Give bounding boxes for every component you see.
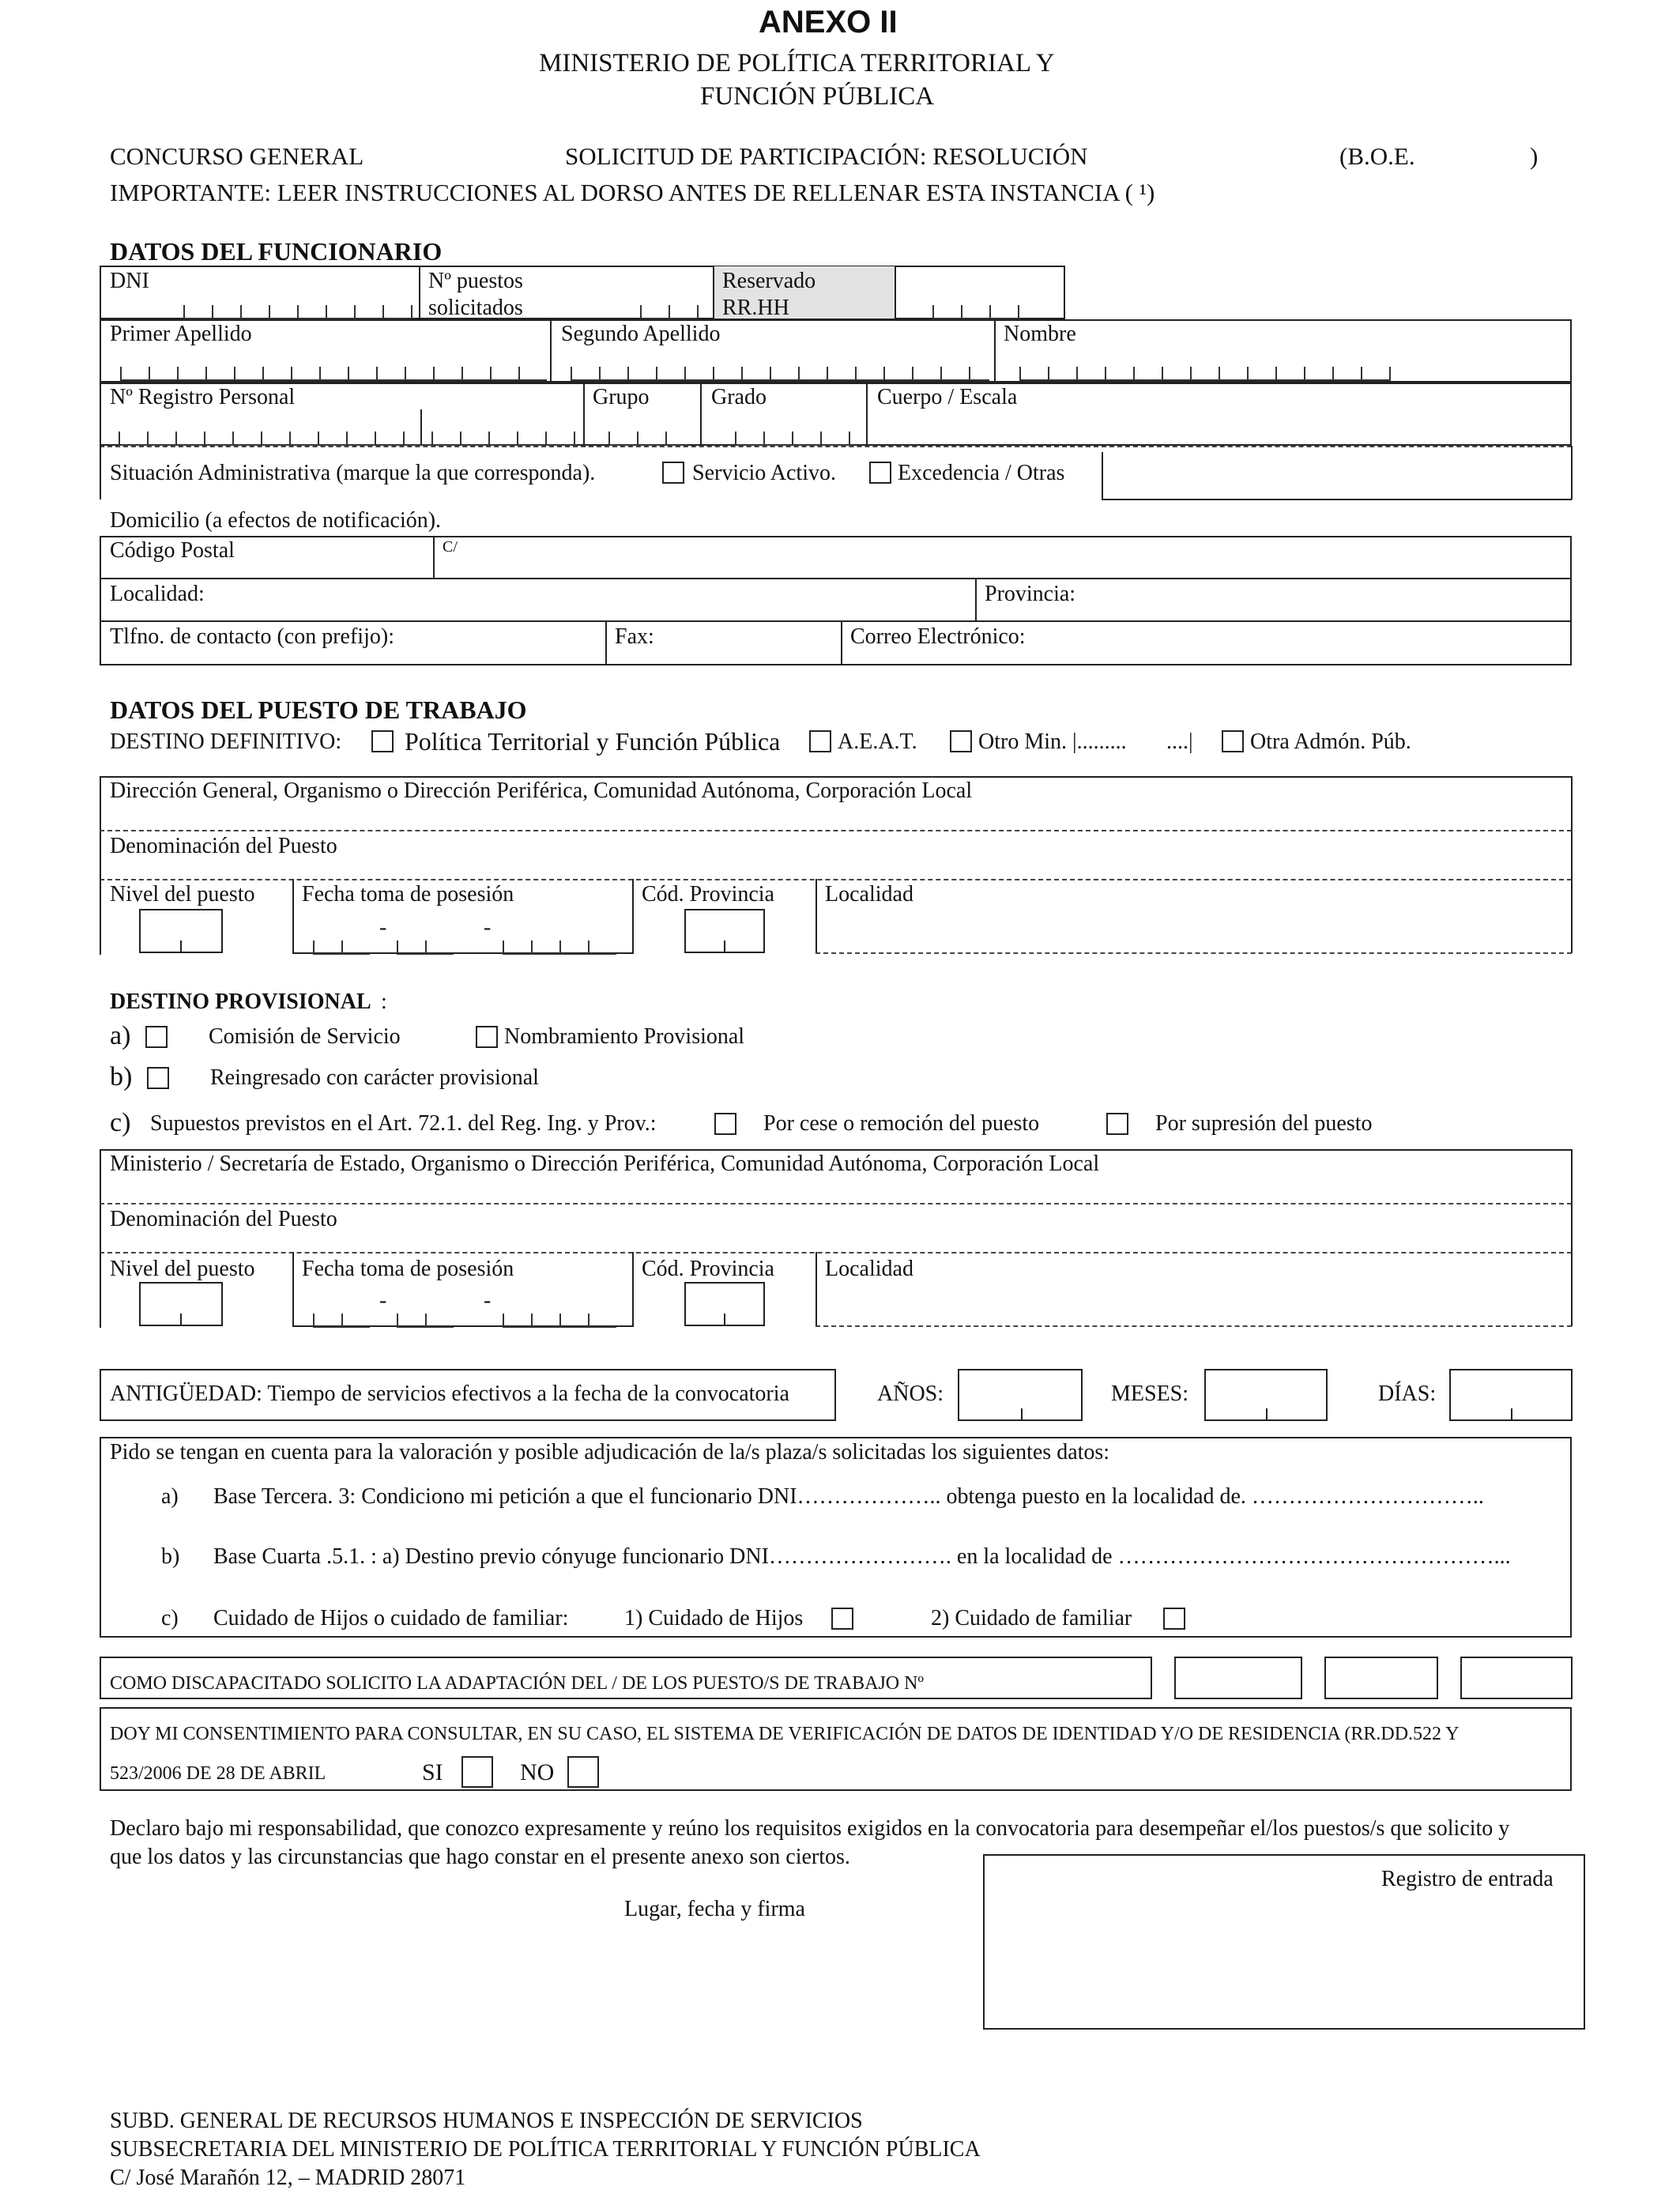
fecha-mes-field[interactable] xyxy=(397,941,454,955)
fecha-ano-field[interactable] xyxy=(503,941,616,955)
antiguedad-label: ANTIGÜEDAD: Tiempo de servicios efectivos a la fecha de la convocatoria xyxy=(110,1382,789,1406)
primer-apellido-label: Primer Apellido xyxy=(110,322,252,346)
grado-field[interactable] xyxy=(735,432,853,446)
fecha-dash-2: - xyxy=(484,915,492,940)
nombre-label: Nombre xyxy=(1004,322,1076,346)
nombramiento-label: Nombramiento Provisional xyxy=(504,1024,745,1049)
provisional-colon: : xyxy=(381,990,387,1014)
consentimiento-line-2: 523/2006 DE 28 DE ABRIL xyxy=(110,1763,326,1784)
segundo-apellido-label: Segundo Apellido xyxy=(561,322,721,346)
otra-admon-label: Otra Admón. Púb. xyxy=(1250,729,1411,754)
calle-label: C/ xyxy=(443,538,458,556)
puesto-field-3[interactable] xyxy=(1460,1657,1573,1699)
otro-min-label: Otro Min. |......... xyxy=(978,729,1127,754)
n-puestos-label: Nº puestos xyxy=(428,269,523,293)
valoracion-c-letter: c) xyxy=(161,1606,179,1630)
grado-label: Grado xyxy=(711,385,767,409)
cuidado-familiar-checkbox[interactable] xyxy=(1163,1608,1185,1630)
nombramiento-checkbox[interactable] xyxy=(476,1026,498,1048)
nivel-prov-label: Nivel del puesto xyxy=(110,1257,255,1281)
otra-admon-checkbox[interactable] xyxy=(1222,730,1244,752)
lugar-fecha-firma: Lugar, fecha y firma xyxy=(624,1897,805,1921)
localidad-label: Localidad: xyxy=(110,582,205,606)
anos-label: AÑOS: xyxy=(877,1382,944,1406)
cuidado-hijos-label: 1) Cuidado de Hijos xyxy=(624,1606,804,1630)
puesto-field-2[interactable] xyxy=(1324,1657,1438,1699)
boe-close: ) xyxy=(1530,142,1539,170)
dni-field[interactable] xyxy=(183,305,412,319)
n-puestos-field[interactable] xyxy=(640,305,699,319)
importante-notice: IMPORTANTE: LEER INSTRUCCIONES AL DORSO ANTES DE RELLENAR ESTA INSTANCIA ( ¹) xyxy=(110,179,1155,206)
solicitud-label: SOLICITUD DE PARTICIPACIÓN: RESOLUCIÓN xyxy=(565,142,1088,170)
discapacitado-label: COMO DISCAPACITADO SOLICITO LA ADAPTACIÓN DEL / DE LOS PUESTO/S DE TRABAJO Nº xyxy=(110,1673,924,1694)
registro-entrada-label: Registro de entrada xyxy=(1381,1867,1554,1891)
primer-apellido-field[interactable] xyxy=(120,367,547,381)
codigo-postal-label: Código Postal xyxy=(110,538,235,563)
grupo-field[interactable] xyxy=(608,432,687,446)
si-label: SI xyxy=(422,1759,443,1785)
n-puestos-label-2: solicitados xyxy=(428,296,523,320)
telefono-label: Tlfno. de contacto (con prefijo): xyxy=(110,624,394,649)
cod-provincia-prov-label: Cód. Provincia xyxy=(642,1257,774,1281)
comision-checkbox[interactable] xyxy=(145,1026,168,1048)
anos-field[interactable] xyxy=(958,1369,1083,1421)
comision-label: Comisión de Servicio xyxy=(209,1024,401,1049)
fecha-ano-prov-field[interactable] xyxy=(503,1314,616,1328)
provincia-label: Provincia: xyxy=(985,582,1076,606)
footer-line-1: SUBD. GENERAL DE RECURSOS HUMANOS E INSPECCIÓN DE SERVICIOS xyxy=(110,2109,863,2133)
ministry-line-2: FUNCIÓN PÚBLICA xyxy=(700,82,935,111)
registro-personal-label: Nº Registro Personal xyxy=(110,385,296,409)
fecha-dash-1: - xyxy=(379,915,387,940)
section-title-provisional: DESTINO PROVISIONAL xyxy=(110,990,371,1014)
fecha-prov-dash-2: - xyxy=(484,1288,492,1313)
option-b: b) xyxy=(110,1062,133,1091)
footer-line-2: SUBSECRETARIA DEL MINISTERIO DE POLÍTICA TERRITORIAL Y FUNCIÓN PÚBLICA xyxy=(110,2137,981,2162)
si-checkbox[interactable] xyxy=(461,1756,493,1788)
aeat-label: A.E.A.T. xyxy=(838,729,917,754)
direccion-general-label: Dirección General, Organismo o Dirección Periférica, Comunidad Autónoma, Corporación Local xyxy=(110,778,973,803)
politica-label: Política Territorial y Función Pública xyxy=(405,727,781,756)
no-checkbox[interactable] xyxy=(567,1756,599,1788)
valoracion-b-letter: b) xyxy=(161,1544,180,1569)
ministry-line-1: MINISTERIO DE POLÍTICA TERRITORIAL Y xyxy=(539,49,1055,77)
excedencia-label: Excedencia / Otras xyxy=(898,461,1065,485)
fecha-toma-prov-label: Fecha toma de posesión xyxy=(302,1257,514,1281)
excedencia-checkbox[interactable] xyxy=(869,462,891,484)
destino-definitivo-label: DESTINO DEFINITIVO: xyxy=(110,729,342,754)
dias-label: DÍAS: xyxy=(1378,1382,1437,1406)
boe-open: (B.O.E. xyxy=(1339,142,1415,170)
no-label: NO xyxy=(520,1759,555,1785)
ministerio-label: Ministerio / Secretaría de Estado, Organismo o Dirección Periférica, Comunidad Autónoma, Corporación Local xyxy=(110,1152,1100,1176)
valoracion-a-text: Base Tercera. 3: Condiciono mi petición a que el funcionario DNI……………….. obtenga puesto en la localidad de. ………………………….. xyxy=(213,1484,1484,1509)
por-supresion-label: Por supresión del puesto xyxy=(1155,1111,1373,1136)
fecha-dia-field[interactable] xyxy=(313,941,370,955)
situacion-label: Situación Administrativa (marque la que corresponda). xyxy=(110,461,596,485)
denominacion-label: Denominación del Puesto xyxy=(110,834,337,858)
servicio-activo-checkbox[interactable] xyxy=(662,462,684,484)
section-title-puesto: DATOS DEL PUESTO DE TRABAJO xyxy=(110,696,527,724)
valoracion-intro: Pido se tengan en cuenta para la valoración y posible adjudicación de la/s plaza/s solicitadas los siguientes datos: xyxy=(110,1440,1110,1465)
declaracion-line-1: Declaro bajo mi responsabilidad, que conozco expresamente y reúno los requisitos exigidos en la convocatoria para desempeñar el/los puestos/s que solicito y xyxy=(110,1816,1510,1841)
option-c: c) xyxy=(110,1108,131,1137)
reingresado-checkbox[interactable] xyxy=(147,1067,169,1089)
servicio-activo-label: Servicio Activo. xyxy=(692,461,836,485)
reservado-label-2: RR.HH xyxy=(722,296,789,320)
section-title-funcionario: DATOS DEL FUNCIONARIO xyxy=(110,237,443,266)
por-cese-label: Por cese o remoción del puesto xyxy=(763,1111,1040,1136)
localidad-prov-label: Localidad xyxy=(825,1257,913,1281)
cod-provincia-label: Cód. Provincia xyxy=(642,882,774,907)
fecha-dia-prov-field[interactable] xyxy=(313,1314,370,1328)
fecha-toma-label: Fecha toma de posesión xyxy=(302,882,514,907)
fax-label: Fax: xyxy=(615,624,654,649)
fecha-mes-prov-field[interactable] xyxy=(397,1314,454,1328)
otro-min-checkbox[interactable] xyxy=(950,730,972,752)
cuidado-hijos-checkbox[interactable] xyxy=(831,1608,853,1630)
option-a: a) xyxy=(110,1021,131,1050)
cuidado-familiar-label: 2) Cuidado de familiar xyxy=(931,1606,1132,1630)
por-supresion-checkbox[interactable] xyxy=(1106,1113,1128,1135)
cuerpo-label: Cuerpo / Escala xyxy=(877,385,1018,409)
reservado-label: Reservado xyxy=(722,269,816,293)
valoracion-a-letter: a) xyxy=(161,1484,179,1509)
otro-min-end: ....| xyxy=(1166,729,1193,754)
aeat-checkbox[interactable] xyxy=(809,730,831,752)
registro-personal-field[interactable] xyxy=(119,432,577,446)
por-cese-checkbox[interactable] xyxy=(714,1113,736,1135)
grupo-label: Grupo xyxy=(593,385,650,409)
dni-label: DNI xyxy=(110,269,149,293)
footer-line-3: C/ José Marañón 12, – MADRID 28071 xyxy=(110,2166,466,2190)
nombre-field[interactable] xyxy=(1019,367,1391,381)
segundo-apellido-field[interactable] xyxy=(571,367,989,381)
reservado-field[interactable] xyxy=(932,305,1021,319)
domicilio-label: Domicilio (a efectos de notificación). xyxy=(110,508,442,533)
declaracion-line-2: que los datos y las circunstancias que hago constar en el presente anexo son ciertos. xyxy=(110,1845,850,1869)
reingresado-label: Reingresado con carácter provisional xyxy=(210,1065,539,1090)
annex-title: ANEXO II xyxy=(759,5,898,40)
nivel-label: Nivel del puesto xyxy=(110,882,255,907)
politica-checkbox[interactable] xyxy=(371,730,394,752)
correo-label: Correo Electrónico: xyxy=(850,624,1026,649)
consentimiento-line-1: DOY MI CONSENTIMIENTO PARA CONSULTAR, EN SU CASO, EL SISTEMA DE VERIFICACIÓN DE DATOS DE IDENTIDAD Y/O DE RESIDENCIA (RR.DD.522 Y xyxy=(110,1724,1460,1744)
valoracion-b-text: Base Cuarta .5.1. : a) Destino previo cónyuge funcionario DNI……………………. en la localidad de ……………………………………………... xyxy=(213,1544,1511,1569)
puesto-field-1[interactable] xyxy=(1174,1657,1302,1699)
localidad-puesto-label: Localidad xyxy=(825,882,913,907)
denominacion-prov-label: Denominación del Puesto xyxy=(110,1207,337,1231)
fecha-prov-dash-1: - xyxy=(379,1288,387,1313)
valoracion-c-text: Cuidado de Hijos o cuidado de familiar: xyxy=(213,1606,569,1630)
concurso-label: CONCURSO GENERAL xyxy=(110,142,364,170)
supuestos-label: Supuestos previstos en el Art. 72.1. del Reg. Ing. y Prov.: xyxy=(150,1111,657,1136)
meses-label: MESES: xyxy=(1111,1382,1189,1406)
